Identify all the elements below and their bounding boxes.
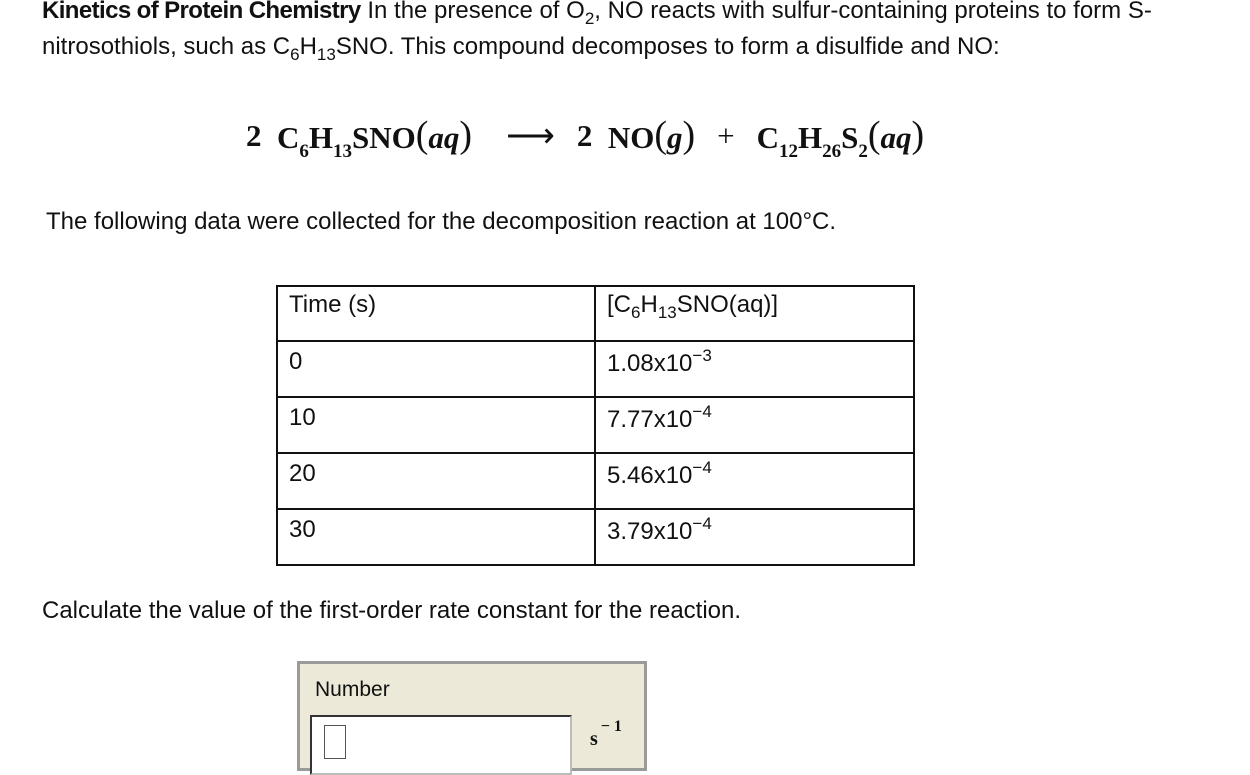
reactant-coefficient: 2 — [246, 118, 262, 153]
h-subscript: 13 — [316, 45, 336, 64]
time-cell: 20 — [277, 453, 595, 509]
answer-unit — [590, 718, 622, 751]
o2-subscript: 2 — [584, 9, 595, 28]
answer-panel — [297, 661, 647, 771]
table-row — [277, 453, 914, 509]
intro-text-c: SNO. This compound decomposes to form a disulfide and NO: — [335, 33, 1000, 60]
concentration-cell: $1.08x10^{-3}$ — [595, 341, 914, 397]
intro-paragraph — [42, 0, 1232, 65]
table-row — [277, 341, 914, 397]
plus-sign: + — [717, 118, 735, 153]
time-cell: 10 — [277, 397, 595, 453]
answer-number-input[interactable] — [310, 715, 572, 775]
table-header-row — [277, 286, 914, 341]
intro-text-a: In the presence of O — [360, 0, 585, 24]
concentration-cell: $7.77x10^{-4}$ — [595, 397, 914, 453]
unit-exponent: − 1 — [600, 718, 622, 735]
product-no: NO(g) — [607, 114, 696, 156]
unit-symbol: s — [590, 728, 598, 750]
reaction-equation — [246, 110, 924, 162]
input-caret-box — [324, 725, 346, 759]
header-concentration: $[C_6H_{13}SNO(aq)]$ — [595, 286, 914, 341]
product-disulfide-state: aq — [880, 120, 912, 155]
data-lead-text: The following data were collected for the decomposition reaction at 100°C. — [46, 208, 837, 235]
time-cell: 0 — [277, 341, 595, 397]
reaction-arrow: ⟶ — [506, 118, 555, 155]
reactant-formula: $C_6H_{13}SNO(aq)$ — [277, 114, 473, 162]
header-time: Time (s) — [277, 286, 595, 341]
product-disulfide: $C_{12}H_{26}S_2(aq)$ — [756, 114, 925, 162]
intro-title: Kinetics of Protein Chemistry — [42, 0, 361, 24]
product-no-state: g — [666, 120, 683, 155]
intro-text-b: , NO reacts with sulfur-containing proteins to form S-nitrosothiols, such as C — [42, 0, 1152, 60]
reactant-state: aq — [428, 120, 460, 155]
answer-label: Number — [315, 678, 390, 701]
h-letter: H — [299, 33, 317, 60]
table-row — [277, 509, 914, 565]
question-text: Calculate the value of the first-order rate constant for the reaction. — [42, 597, 742, 624]
time-cell: 30 — [277, 509, 595, 565]
product-coefficient: 2 — [576, 118, 593, 153]
kinetics-data-table — [276, 285, 915, 566]
table-row — [277, 397, 914, 453]
c-subscript: 6 — [290, 45, 300, 64]
concentration-cell: $3.79x10^{-4}$ — [595, 509, 914, 565]
concentration-cell: $5.46x10^{-4}$ — [595, 453, 914, 509]
